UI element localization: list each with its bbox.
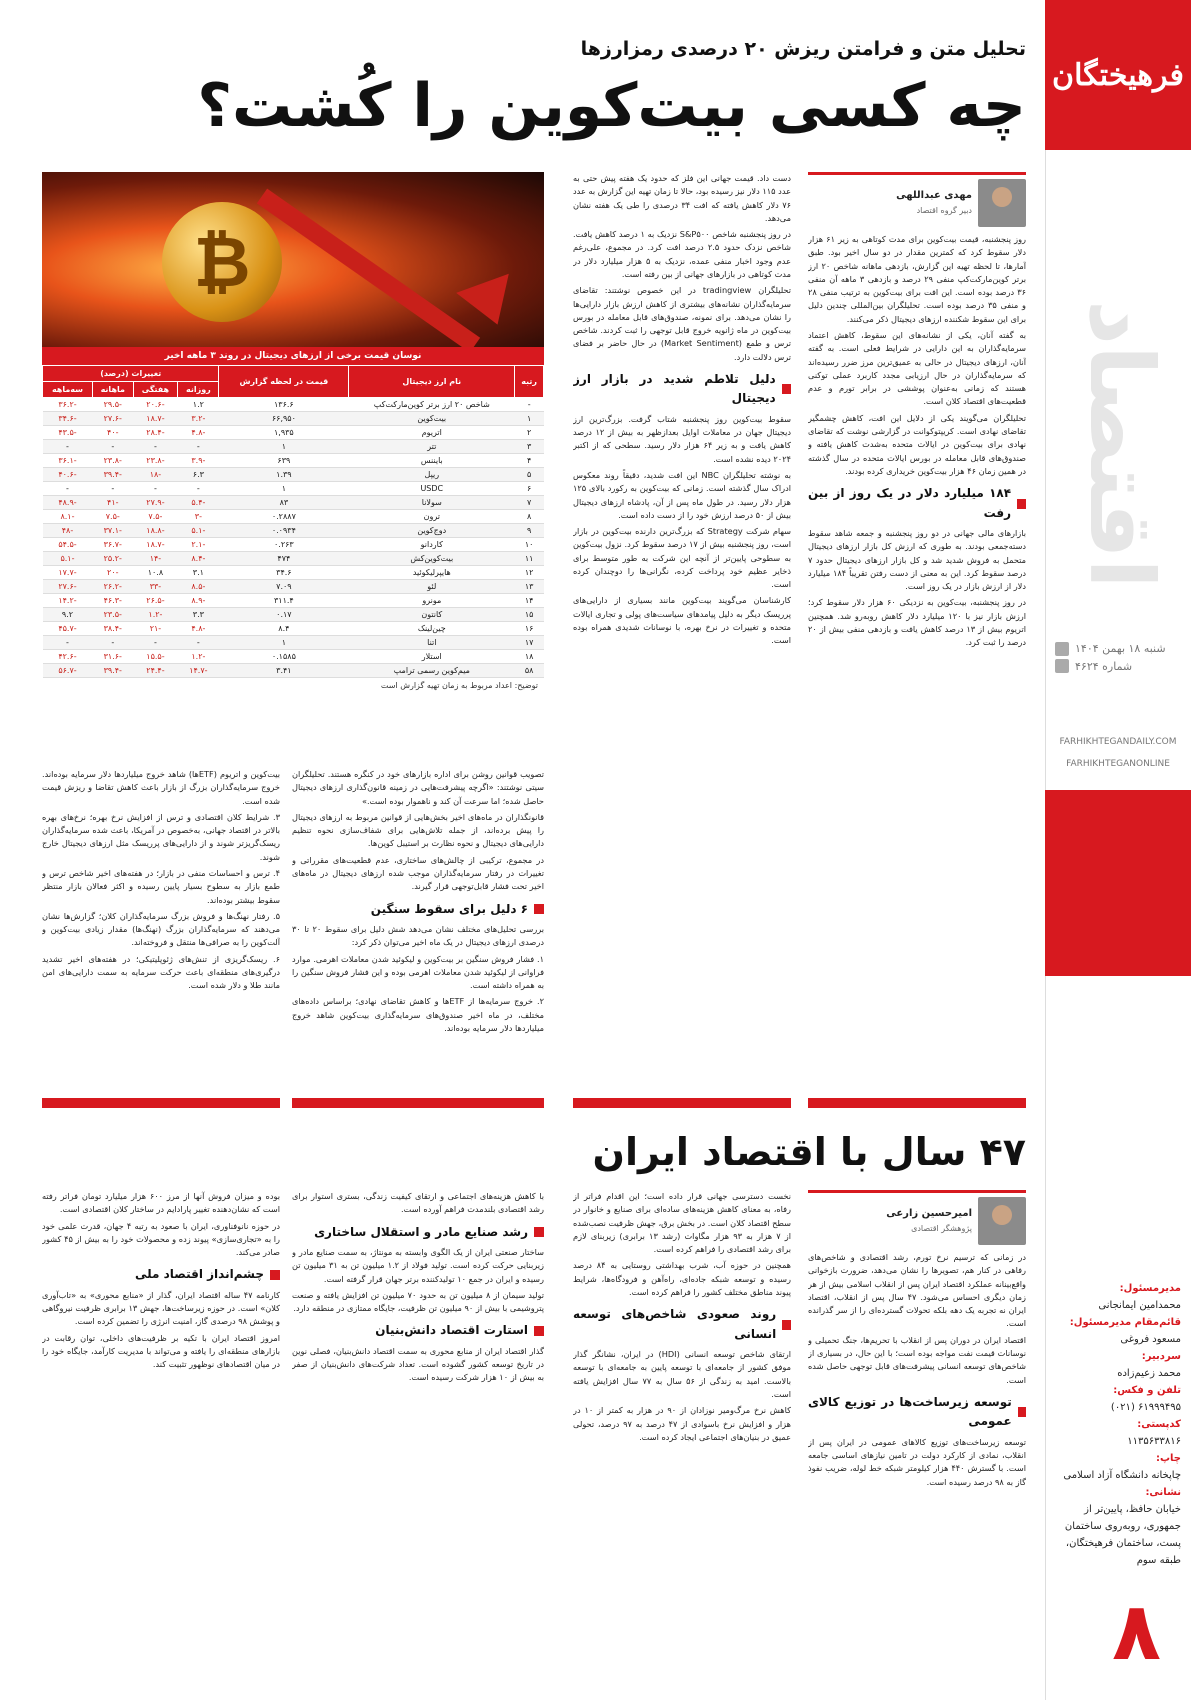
table-cell: تتر [349, 440, 515, 454]
table-cell: ۰.۱۷ [219, 608, 349, 622]
table-cell: ۲ [515, 426, 544, 440]
table-cell: ۱ [219, 636, 349, 650]
table-cell: ۱۴ [515, 594, 544, 608]
down-arrow-graphic [257, 189, 480, 347]
table-cell: کاردانو [349, 538, 515, 552]
col-rank: رتبه [515, 366, 544, 398]
paragraph: کارنامه ۴۷ ساله اقتصاد ایران، گذار از «منابع محوری» به «تاب‌آوری کلان» است. در حوزه زیرساخت‌ها، جهش ۱۳ برابری ظرفیت نیروگاهی و پوشش ۹۸ درصدی گاز، امنیت انرژی را تضمین کرده است. [42, 1289, 280, 1327]
red-square-icon [534, 1326, 544, 1336]
article1-column-3 [292, 768, 544, 1096]
arrow-head-graphic [456, 274, 524, 334]
masthead-logo[interactable] [1045, 0, 1191, 150]
table-cell: ۳.۳ [178, 608, 219, 622]
credit-item: تلفن و فکس: ۶۱۹۹۹۴۹۵ (۰۲۱) [1110, 1385, 1181, 1413]
paragraph: ۵. رفتار نهنگ‌ها و فروش بزرگ سرمایه‌گذاران کلان؛ گزارش‌ها نشان می‌دهند که سرمایه‌گذاران بزرگ (نهنگ‌ها) مقدار زیادی بیت‌کوین و آلت‌کوین را به صرافی‌ها منتقل و فروخته‌اند. [42, 910, 280, 948]
table-cell: ۱.۲ [178, 398, 219, 412]
table-cell: ۳ [515, 440, 544, 454]
col-name: نام ارز دیجیتال [349, 366, 515, 398]
red-square-icon [1017, 499, 1026, 509]
table-cell: اتریوم [349, 426, 515, 440]
section-title: اقتصاد [1070, 300, 1173, 589]
paragraph: ۳. شرایط کلان اقتصادی و ترس از افزایش نرخ بهره؛ نرخ‌های بهره بالاتر در اقتصاد جهانی، به‌خصوص در آمریکا، باعث شده سرمایه‌گذاران ریسک‌گریزتر شوند و از دارایی‌های پرریسک مثل ارزهای دیجیتال خارج شوند. [42, 811, 280, 862]
table-row [43, 496, 544, 510]
table-cell: ۳۱۱.۴ [219, 594, 349, 608]
table-cell: -۸.۱ [43, 510, 93, 524]
table-cell: دوج‌کوین [349, 524, 515, 538]
table-cell: ریپل [349, 468, 515, 482]
table-body [43, 398, 544, 678]
paragraph: ۱. فشار فروش سنگین بر بیت‌کوین و لیکوئید شدن معاملات اهرمی. موارد فراوانی از لیکوئید شدن معاملات اهرمی بوده و این فشار فروش سنگین را به همراه داشته است. [292, 953, 544, 991]
paragraph: ارتقای شاخص توسعه انسانی (HDI) در ایران، نشانگر گذار موفق کشور از جامعه‌ای با توسعه پایین به جامعه‌ای با توسعه بالاست. امید به زندگی از ۵۶ سال به ۷۷ سال افزایش یافته است. [573, 1349, 791, 1399]
table-cell: -۱.۲ [133, 608, 178, 622]
paragraph: بازارهای مالی جهانی در دو روز پنجشنبه و جمعه شاهد سقوط دسته‌جمعی بودند. به طوری که ارزش کل بازار ارزهای دیجیتال متحمل به فروش شدید شد و کل بازار ارزهای دیجیتال حدود ۷ درصد سقوط کرد. این به معنی از دست رفتن تقریباً ۱۸۴ میلیارد دلار از ارزش بازار در یک روز است. [808, 527, 1026, 592]
table-cell: -۱۵.۵ [133, 650, 178, 664]
subheading: استارت اقتصاد دانش‌بنیان [292, 1321, 544, 1340]
red-square-icon [782, 1320, 791, 1330]
table-cell: -۳۴.۶ [43, 412, 93, 426]
table-cell: -۷.۵ [92, 510, 133, 524]
table-cell: - [133, 440, 178, 454]
paragraph: امروز اقتصاد ایران با تکیه بر ظرفیت‌های داخلی، توان رقابت در بازارهای منطقه‌ای را یافته و می‌تواند با مدیریت کارآمد، جایگاه خود را در میان اقتصادهای نوظهور تثبیت کند. [42, 1332, 280, 1370]
paragraph: بیت‌کوین و اتریوم (ETFها) شاهد خروج میلیاردها دلار سرمایه بوده‌اند. خروج سرمایه‌گذاران بزرگ از بازار باعث کاهش تقاضا و ریزش قیمت شده است. [42, 769, 280, 806]
col-weekly: هفتگی [133, 382, 178, 398]
table-cell: ۱۲ [515, 566, 544, 580]
table-cell: ۱ [219, 440, 349, 454]
table-cell: بیت‌کوین [349, 412, 515, 426]
author-role: دبیر گروه اقتصاد [916, 205, 972, 215]
paragraph: اقتصاد ایران در دوران پس از انقلاب با تحریم‌ها، جنگ تحمیلی و نوسانات قیمت نفت مواجه بوده است؛ با این حال، در بسیاری از شاخص‌های توسعه انسانی پیشرفت‌های قابل توجهی حاصل شده است. [808, 1334, 1026, 1385]
table-cell: -۲۳.۸ [92, 454, 133, 468]
table-cell: - [178, 440, 219, 454]
issue-info [1055, 640, 1181, 675]
table-cell: -۴۳.۵ [43, 426, 93, 440]
table-cell: ۷.۰۹ [219, 580, 349, 594]
table-cell: ۸ [515, 510, 544, 524]
table-cell: ۹.۲ [43, 608, 93, 622]
table-cell: -۲۰ [92, 566, 133, 580]
paragraph: با کاهش هزینه‌های اجتماعی و ارتقای کیفیت زندگی، بستری استوار برای رشد اقتصادی بلندمدت فراهم آورده است. [292, 1191, 544, 1215]
table-cell: استلار [349, 650, 515, 664]
table-row [43, 566, 544, 580]
table-cell: -۴.۸ [178, 622, 219, 636]
credit-item: سردبیر: محمد زعیم‌زاده [1117, 1351, 1181, 1379]
table-cell: ۸.۴ [219, 622, 349, 636]
table-row [43, 608, 544, 622]
table-cell: ۰.۱۵۸۵ [219, 650, 349, 664]
table-cell: -۵۴.۵ [43, 538, 93, 552]
table-cell: -۳۱.۶ [92, 650, 133, 664]
author-byline [808, 1190, 1026, 1245]
table-row [43, 538, 544, 552]
table-cell: -۱۴ [133, 552, 178, 566]
table-cell: ۱۱ [515, 552, 544, 566]
table-cell: -۳۳ [133, 580, 178, 594]
issue-date: شنبه ۱۸ بهمن ۱۴۰۴ [1075, 642, 1166, 655]
table-cell: - [92, 440, 133, 454]
table-cell: - [92, 636, 133, 650]
table-cell: -۲۳.۵ [92, 608, 133, 622]
author-photo [978, 1197, 1026, 1245]
table-cell: ۳۴.۶ [219, 566, 349, 580]
table-cell: -۴۲.۶ [43, 650, 93, 664]
table-cell: -۲۸.۴ [133, 426, 178, 440]
bitcoin-crash-image [42, 172, 544, 347]
subheading: چشم‌انداز اقتصاد ملی [42, 1265, 280, 1284]
paragraph: تصویب قوانین روشن برای اداره بازارهای خود در کنگره هستند. تحلیلگران سیتی نوشتند: «اگرچه پیشرفت‌هایی در زمینه قانون‌گذاری ارزهای دیجیتال حاصل شده؛ اما سرعت آن کند و ناهموار بوده است.» [292, 769, 544, 806]
table-row [43, 482, 544, 496]
logo-text: فرهیختگان [1052, 57, 1184, 93]
table-cell: -۱۷.۷ [43, 566, 93, 580]
paragraph: در زمانی که ترسیم نرخ تورم، رشد اقتصادی و شاخص‌های رفاهی در کنار هم، تصویرها را نشان می‌دهد، ضرورت بازخوانی واقع‌بینانه عملکرد اقتصاد ایران پس از انقلاب اسلامی بیش از هر زمان دیگری احساس می‌شود. ۴۷ سال پس از انقلاب، اقتصاد ایران نه تجربه یک دهه بلکه تحولات گسترده‌ای را از سر گذرانده است. [808, 1252, 1026, 1329]
crypto-price-table [42, 347, 544, 693]
table-cell: -۵.۴ [178, 496, 219, 510]
col-daily: روزانه [178, 382, 219, 398]
article2-headline: ۴۷ سال با اقتصاد ایران [592, 1130, 1026, 1174]
issue-number: شماره ۴۶۲۴ [1075, 659, 1133, 673]
subheading: دلیل تلاطم شدید در بازار ارز دیجیتال [573, 370, 791, 409]
table-cell: - [43, 440, 93, 454]
table-cell: -۲۵.۲ [92, 552, 133, 566]
paragraph: بررسی تحلیل‌های مختلف نشان می‌دهد شش دلیل برای سقوط ۲۰ تا ۳۰ درصدی ارزهای دیجیتال در یک ماه اخیر می‌توان ذکر کرد: [292, 923, 544, 948]
article2-column-1 [808, 1190, 1026, 1680]
table-cell: -۴۰ [92, 426, 133, 440]
table-cell: -۳۹.۴ [92, 664, 133, 678]
table-cell: ۶.۳ [178, 468, 219, 482]
article2-column-4 [42, 1190, 280, 1680]
red-square-icon [782, 384, 791, 394]
table-cell: - [133, 482, 178, 496]
table-cell: ۶ [515, 482, 544, 496]
table-row [43, 594, 544, 608]
table-cell: - [515, 398, 544, 412]
table-cell: - [43, 482, 93, 496]
section-divider [808, 1098, 1026, 1108]
table-cell: -۳ [178, 510, 219, 524]
col-changes: تغییرات (درصد) [43, 366, 219, 382]
table-cell: -۲۶.۲ [92, 580, 133, 594]
subheading: ۶ دلیل برای سقوط سنگین [292, 900, 544, 919]
table-cell: اتنا [349, 636, 515, 650]
social-handle[interactable]: FARHIKHTEGANONLINE [1066, 758, 1170, 769]
table-cell: - [43, 636, 93, 650]
table-cell: -۴۶.۳ [92, 594, 133, 608]
table-row [43, 426, 544, 440]
paragraph: سقوط بیت‌کوین روز پنجشنبه شتاب گرفت. بزرگ‌ترین ارز دیجیتال جهان در معاملات اوایل بعدازظهر به بیش از ۱۲ درصد کاهش یافت و به زیر ۶۴ هزار دلار رسید. سطحی که از اکتبر ۲۰۲۴ دیده نشده است. [573, 413, 791, 464]
table-row [43, 398, 544, 412]
table-cell: -۳.۲ [178, 412, 219, 426]
table-cell: ۱.۳۹ [219, 468, 349, 482]
table-cell: ۵۸ [515, 664, 544, 678]
table-cell: چین‌لینک [349, 622, 515, 636]
table-cell: ۱۷ [515, 636, 544, 650]
table-cell: ۱ [219, 482, 349, 496]
table-cell: -۲۴.۴ [133, 664, 178, 678]
web-links [1051, 732, 1185, 775]
table-note: توضیح: اعداد مربوط به زمان تهیه گزارش است [380, 681, 538, 690]
article2-column-3 [292, 1190, 544, 1680]
paragraph: در مجموع، ترکیبی از چالش‌های ساختاری، عدم قطعیت‌های مقرراتی و تغییرات در رفتار سرمایه‌گذاران موجب شده ارزهای دیجیتال در ماه‌های اخیر تحت فشار قابل‌توجهی قرار گیرند. [292, 854, 544, 892]
bitcoin-icon: ₿ [162, 202, 282, 322]
table-cell: ۶۳۹ [219, 454, 349, 468]
red-square-icon [534, 904, 544, 914]
article1-column-4 [42, 768, 280, 1096]
table-cell: ۱۰.۸ [133, 566, 178, 580]
paragraph: توسعه زیرساخت‌های توزیع کالاهای عمومی در ایران پس از انقلاب، نمادی از کارکرد دولت در تامین نیازهای اساسی جامعه است. با گسترش ۴۴۰ هزار کیلومتر شبکه خط لوله، ضریب نفوذ گاز به ۹۸ درصد رسیده است. [808, 1436, 1026, 1487]
subheading: روند صعودی شاخص‌های توسعه انسانی [573, 1305, 791, 1344]
table-cell: -۸.۵ [178, 580, 219, 594]
table-cell: -۲.۱ [178, 538, 219, 552]
table-row [43, 650, 544, 664]
table-cell: ترون [349, 510, 515, 524]
table-cell: ۱۸ [515, 650, 544, 664]
table-row [43, 412, 544, 426]
red-square-icon [1018, 1407, 1026, 1417]
table-cell: -۲۳.۸ [133, 454, 178, 468]
table-cell: -۱۴.۲ [43, 594, 93, 608]
table-cell: -۱۸.۷ [133, 538, 178, 552]
table-cell: -۲۹.۵ [92, 398, 133, 412]
paragraph: نخست دسترسی جهانی قرار داده است؛ این اقدام فراتر از رفاه، به معنای کاهش هزینه‌های ساده‌ای برای صنایع و خانوار در سطح اقتصاد کلان است. در بخش برق، جهش ظرفیت نصب‌شده از ۷ هزار به ۹۳ هزار مگاوات (رشد ۱۳ برابری) زیربنای لازم برای رشد اقتصادی را فراهم کرده است. [573, 1191, 791, 1255]
table-cell: - [92, 482, 133, 496]
section-divider [42, 1098, 280, 1108]
paragraph: بوده و میزان فروش آنها از مرز ۶۰۰ هزار میلیارد تومان فراتر رفته است که نشان‌دهنده تغییر پارادایم در ساختار کلان اقتصادی است. [42, 1191, 280, 1215]
table-row [43, 664, 544, 678]
table-cell: -۱۴.۷ [178, 664, 219, 678]
author-byline [808, 172, 1026, 227]
table-cell: -۱۸.۸ [133, 524, 178, 538]
table-row [43, 552, 544, 566]
article1-column-2 [573, 172, 791, 1097]
table-cell: ۰.۲۸۸۷ [219, 510, 349, 524]
table-cell: -۳۶.۱ [43, 454, 93, 468]
table-cell: -۲۷.۶ [92, 412, 133, 426]
table-row [43, 454, 544, 468]
table-row [43, 510, 544, 524]
table-cell: - [133, 636, 178, 650]
table-cell: -۲۷.۹ [133, 496, 178, 510]
subheading: رشد صنایع مادر و استقلال ساختاری [292, 1223, 544, 1242]
table-cell: ۴۷۴ [219, 552, 349, 566]
table-cell: -۵.۱ [43, 552, 93, 566]
paragraph: دست داد. قیمت جهانی این فلز که حدود یک هفته پیش حتی به عدد ۱۱۵ دلار نیز رسیده بود، حالا تا زمان تهیه این گزارش به عدد ۷۶ دلار کاهش یافته که افت ۳۴ درصدی را طی یک هفته نشان می‌دهد. [573, 173, 791, 223]
paragraph: گذار اقتصاد ایران از منابع محوری به سمت اقتصاد دانش‌بنیان، فصلی نوین در تاریخ توسعه کشور گشوده است. تعداد شرکت‌های دانش‌بنیان از صفر به بیش از ۱۰ هزار شرکت رسیده است. [292, 1345, 544, 1383]
paragraph: ساختار صنعتی ایران از یک الگوی وابسته به مونتاژ، به سمت صنایع مادر و زیربنایی حرکت کرده است. تولید فولاد از ۱.۲ میلیون تن به ۳۱ میلیون تن رسیده و ایران در جمع ۱۰ تولیدکننده برتر جهان قرار گرفته است. [292, 1247, 544, 1284]
section-divider [573, 1098, 791, 1108]
table-cell: - [178, 482, 219, 496]
paragraph: به نوشته تحلیلگران NBC این افت شدید، دقیقاً روند معکوس ادراک سال گذشته است. زمانی که بیت‌کوین به رکورد بالای ۱۲۵ هزار دلار رسید. در طول ماه پس از آن، پادشاه ارزهای دیجیتال بیش از ۵۰ درصد ارزش خود را از دست داده است. [573, 469, 791, 520]
table-cell: ۱ [515, 412, 544, 426]
col-monthly: ماهانه [92, 382, 133, 398]
table-cell: -۴.۸ [178, 426, 219, 440]
table-cell: ۰.۰۹۳۴ [219, 524, 349, 538]
article-headline: چه کسی بیت‌کوین را کُشت؟ [197, 71, 1026, 141]
calendar-icon [1055, 642, 1069, 656]
paragraph: کارشناسان می‌گویند بیت‌کوین مانند بسیاری از دارایی‌های پرریسک دیگر به دلیل پیامدهای سیاست‌های پولی و تجاری ایالات متحده و تغییرات در نرخ بهره، با نوسانات شدیدی همراه بوده است. [573, 595, 791, 646]
table-row [43, 468, 544, 482]
paragraph: ۴. ترس و احساسات منفی در بازار؛ در هفته‌های اخیر شاخص ترس و طمع بازار به سطوح بسیار پایین رسیده و اکثر فعالان بازار منتظر سقوط بیشتر بوده‌اند. [42, 867, 280, 905]
paragraph: کاهش نرخ مرگ‌ومیر نوزادان از ۹۰ در هزار به کمتر از ۱۰ در هزار و افزایش نرخ باسوادی از ۴۷ درصد به ۹۷ درصد، تحولی عمیق در بنیان‌های اجتماعی ایجاد کرده است. [573, 1405, 791, 1442]
credit-item: چاپ: چاپخانه دانشگاه آزاد اسلامی [1063, 1453, 1181, 1481]
table-cell: -۸.۹ [178, 594, 219, 608]
table-cell: -۲۷.۶ [43, 580, 93, 594]
red-square-icon [534, 1227, 544, 1237]
paragraph: روز پنجشنبه، قیمت بیت‌کوین برای مدت کوتاهی به زیر ۶۱ هزار دلار سقوط کرد که کمترین مقدار در دو سال اخیر بود. طبق آمارها، تا لحظه تهیه این گزارش، بازدهی ماهانه شاخص ۲۰ ارز برتر کوین‌مارکت‌کپ منفی ۲۹ درصد و بازدهی ۳ ماهه آن منفی ۳۶ درصد بوده است. این افت برای بیت‌کوین به ترتیب منفی ۲۸ و منفی ۳۵ درصد بوده است. تحلیلگران بین‌المللی چندین دلیل برای این سقوط شکننده ارزهای دیجیتال ذکر می‌کنند. [808, 234, 1026, 324]
price-table [42, 365, 544, 678]
table-cell: ۳.۴۱ [219, 664, 349, 678]
table-cell: -۱۸ [133, 468, 178, 482]
table-cell: -۵.۱ [178, 524, 219, 538]
paragraph: تولید سیمان از ۸ میلیون تن به حدود ۷۰ میلیون تن افزایش یافته و صنعت پتروشیمی با بیش از ۹۰ میلیون تن ظرفیت، جایگاه ممتازی در منطقه دارد. [292, 1289, 544, 1314]
table-row [43, 440, 544, 454]
table-cell: -۳۸.۴ [92, 622, 133, 636]
table-cell: ۱,۹۳۵ [219, 426, 349, 440]
table-cell: ۴ [515, 454, 544, 468]
table-cell: -۲۱ [133, 622, 178, 636]
paragraph: همچنین در حوزه آب، شرب بهداشتی روستایی به ۸۴ درصد رسیده و توسعه شبکه جاده‌ای، راه‌آهن و فرودگاه‌ها، شرایط پیوند مناطق مختلف کشور را فراهم کرده است. [573, 1260, 791, 1297]
table-cell: ۱۳۶.۶ [219, 398, 349, 412]
table-cell: -۴۸.۹ [43, 496, 93, 510]
table-cell: ۱۶ [515, 622, 544, 636]
table-cell: -۳.۹ [178, 454, 219, 468]
table-cell: -۳۶.۲ [43, 398, 93, 412]
paragraph: تحلیلگران tradingview در این خصوص نوشتند: تقاضای سرمایه‌گذاران نشانه‌های بیشتری از کاهش ارزش بازار دارایی‌ها را نشان می‌دهد. برای نمونه، صندوق‌های قابل معامله در بورس بیت‌کوین در ماه ژانویه خروج قابل توجهی را ثبت کردند. شاخص ترس و طمع (Market Sentiment) در حال حاضر بر فضای ترس دلالت دارد. [573, 285, 791, 362]
article1-column-1 [808, 172, 1026, 1097]
table-cell: -۴۸ [43, 524, 93, 538]
table-cell: لئو [349, 580, 515, 594]
table-title: نوسان قیمت برخی از ارزهای دیجیتال در روند ۳ ماهه اخیر [42, 347, 544, 365]
table-cell: ۶۶,۹۵۰ [219, 412, 349, 426]
credit-item: مدیرمسئول: محمدامین ایمانجانی [1098, 1283, 1181, 1311]
table-cell: ۰.۲۶۳ [219, 538, 349, 552]
paragraph: سهام شرکت Strategy که بزرگ‌ترین دارنده بیت‌کوین در بازار است، روز پنجشنبه بیش از ۱۷ درصد سقوط کرد. نزول بیت‌کوین به سطوحی پایین‌تر از آنچه این شرکت به طور متوسط برای ذخایر عظیم خود پرداخت کرده، نگرانی‌ها را دوچندان کرده است. [573, 526, 791, 590]
table-cell: -۷.۵ [133, 510, 178, 524]
table-cell: بایننس [349, 454, 515, 468]
table-cell: -۳۶.۷ [92, 538, 133, 552]
table-cell: بیت‌کوین‌کش [349, 552, 515, 566]
credit-item: کدپستی: ۱۱۳۵۶۳۳۸۱۶ [1127, 1419, 1181, 1447]
article-kicker: تحلیل متن و فرامتن ریزش ۲۰ درصدی رمزارزها [580, 38, 1026, 60]
decorative-stripe [1045, 790, 1191, 976]
table-row [43, 622, 544, 636]
credits-box [1055, 1280, 1181, 1569]
table-cell: کانتون [349, 608, 515, 622]
table-cell: ۹ [515, 524, 544, 538]
author-name: مهدی عبداللهی [896, 190, 972, 202]
paragraph: ۶. ریسک‌گریزی از تنش‌های ژئوپلیتیکی؛ در هفته‌های اخیر تشدید درگیری‌های منطقه‌ای باعث حرکت سرمایه به سمت دارایی‌های امن مانند طلا و دلار شده است. [42, 953, 280, 991]
paragraph: ۲. خروج سرمایه‌ها از ETFها و کاهش تقاضای نهادی؛ براساس داده‌های مختلف، در ماه اخیر صندوق‌های سرمایه‌گذاری بیت‌کوین شاهد خروج میلیاردها دلار سرمایه بوده‌اند. [292, 996, 544, 1033]
website-link[interactable]: FARHIKHTEGANDAILY.COM [1059, 737, 1177, 747]
table-cell: -۱.۲ [178, 650, 219, 664]
table-cell: - [178, 636, 219, 650]
table-cell: میم‌کوین رسمی ترامپ [349, 664, 515, 678]
table-cell: -۵۶.۷ [43, 664, 93, 678]
table-cell: -۴۰.۶ [43, 468, 93, 482]
table-row [43, 524, 544, 538]
article2-column-2 [573, 1190, 791, 1680]
paragraph: به گفته آنان، یکی از نشانه‌های این سقوط، کاهش اعتماد سرمایه‌گذاران به این دارایی در شرایط فعلی است. به گفته آنان، ارزهای دیجیتال در حالی به عمیق‌ترین مرز ضرر رسیده‌اند که سرمایه‌گذاران در حال ارزیابی مجدد کاربرد عملی توکنی هستند که زمانی به‌عنوان پوششی در برابر تورم و عدم قطعیت‌های اقتصاد کلان است. [808, 329, 1026, 407]
author-name: امیرحسین زارعی [886, 1208, 972, 1220]
subheading: ۱۸۴ میلیارد دلار در یک روز از بین رفت [808, 484, 1026, 523]
table-cell: مونرو [349, 594, 515, 608]
table-cell: -۸.۴ [178, 552, 219, 566]
table-cell: USDC [349, 482, 515, 496]
col-quarter: سه‌ماهه [43, 382, 93, 398]
table-cell: -۲۶.۵ [133, 594, 178, 608]
paragraph: تحلیلگران می‌گویند یکی از دلایل این افت، کاهش چشمگیر تقاضای نهادی است. کریپتوکوانت در گزارشی نوشت که تقاضای نهادی برای بیت‌کوین در ایالات متحده به‌شدت کاهش یافته و صندوق‌های قابل معامله در بورس ایالات متحده در سال گذشته در همین زمان ۴۶ هزار بیت‌کوین خریداری کرده بودند. [808, 412, 1026, 476]
table-cell: -۱۸.۷ [133, 412, 178, 426]
table-cell: سولانا [349, 496, 515, 510]
paragraph: قانونگذاران در ماه‌های اخیر بخش‌هایی از قوانین مربوط به ارزهای دیجیتال را پیش برده‌اند، از جمله تلاش‌هایی برای شفاف‌سازی نحوه تنظیم دارایی‌های دیجیتال و نحوه نظارت بر استیبل کوین‌ها. [292, 811, 544, 849]
credit-item: نشانی: خیابان حافظ، پایین‌تر از جمهوری، روبه‌روی ساختمان پست، ساختمان فرهیختگان، طبقه سوم [1064, 1487, 1181, 1566]
subheading: توسعه زیرساخت‌ها در توزیع کالای عمومی [808, 1393, 1026, 1432]
table-cell: ۱۵ [515, 608, 544, 622]
paragraph: در حوزه نانوفناوری، ایران با صعود به رتبه ۴ جهان، قدرت علمی خود را به «تجاری‌سازی» پیوند زده و محصولات خود را به بیش از ۴۵ کشور صادر می‌کند. [42, 1220, 280, 1258]
page-number: ۸ [1112, 1585, 1161, 1678]
paragraph: در روز پنجشنبه شاخص S&P۵۰۰ نزدیک به ۱ درصد کاهش یافت. شاخص نزدک حدود ۲.۵ درصد افت کرد. در مجموع، علی‌رغم عدم وجود اخبار منفی عمده، نزدیک به ۵ هزار میلیارد دلار در مدت کوتاهی در بازارهای جهانی از بین رفته است. [573, 229, 791, 279]
table-cell: -۳۹.۴ [92, 468, 133, 482]
table-cell: -۴۱ [92, 496, 133, 510]
table-cell: -۴۵.۷ [43, 622, 93, 636]
table-row [43, 580, 544, 594]
table-cell: ۷ [515, 496, 544, 510]
paragraph: در روز پنجشنبه، بیت‌کوین به نزدیکی ۶۰ هزار دلار سقوط کرد؛ ارزش بازار نیز با ۱۲۰ میلیارد دلار کاهش روبه‌رو شد. همچنین اتریوم بیش از ۱۳ درصد کاهش یافت و بازدهی منفی بیش از ۲۰ درصد را ثبت کرد. [808, 597, 1026, 648]
table-cell: ۸۳ [219, 496, 349, 510]
table-cell: -۳۷.۱ [92, 524, 133, 538]
table-cell: ۱۰ [515, 538, 544, 552]
table-cell: ۵ [515, 468, 544, 482]
sidebar [1045, 0, 1191, 1700]
table-row [43, 636, 544, 650]
newspaper-icon [1055, 659, 1069, 673]
red-square-icon [270, 1270, 280, 1280]
credit-item: قائم‌مقام مدیرمسئول: مسعود فروغی [1069, 1317, 1181, 1345]
author-role: پژوهشگر اقتصادی [911, 1223, 972, 1233]
table-cell: -۲۰.۶ [133, 398, 178, 412]
author-photo [978, 179, 1026, 227]
table-cell: ۱۳ [515, 580, 544, 594]
section-divider [292, 1098, 544, 1108]
col-price: قیمت در لحظه گزارش [219, 366, 349, 398]
table-cell: شاخص ۲۰ ارز برتر کوین‌مارکت‌کپ [349, 398, 515, 412]
table-cell: هایپرلیکوئید [349, 566, 515, 580]
table-cell: ۳.۱ [178, 566, 219, 580]
